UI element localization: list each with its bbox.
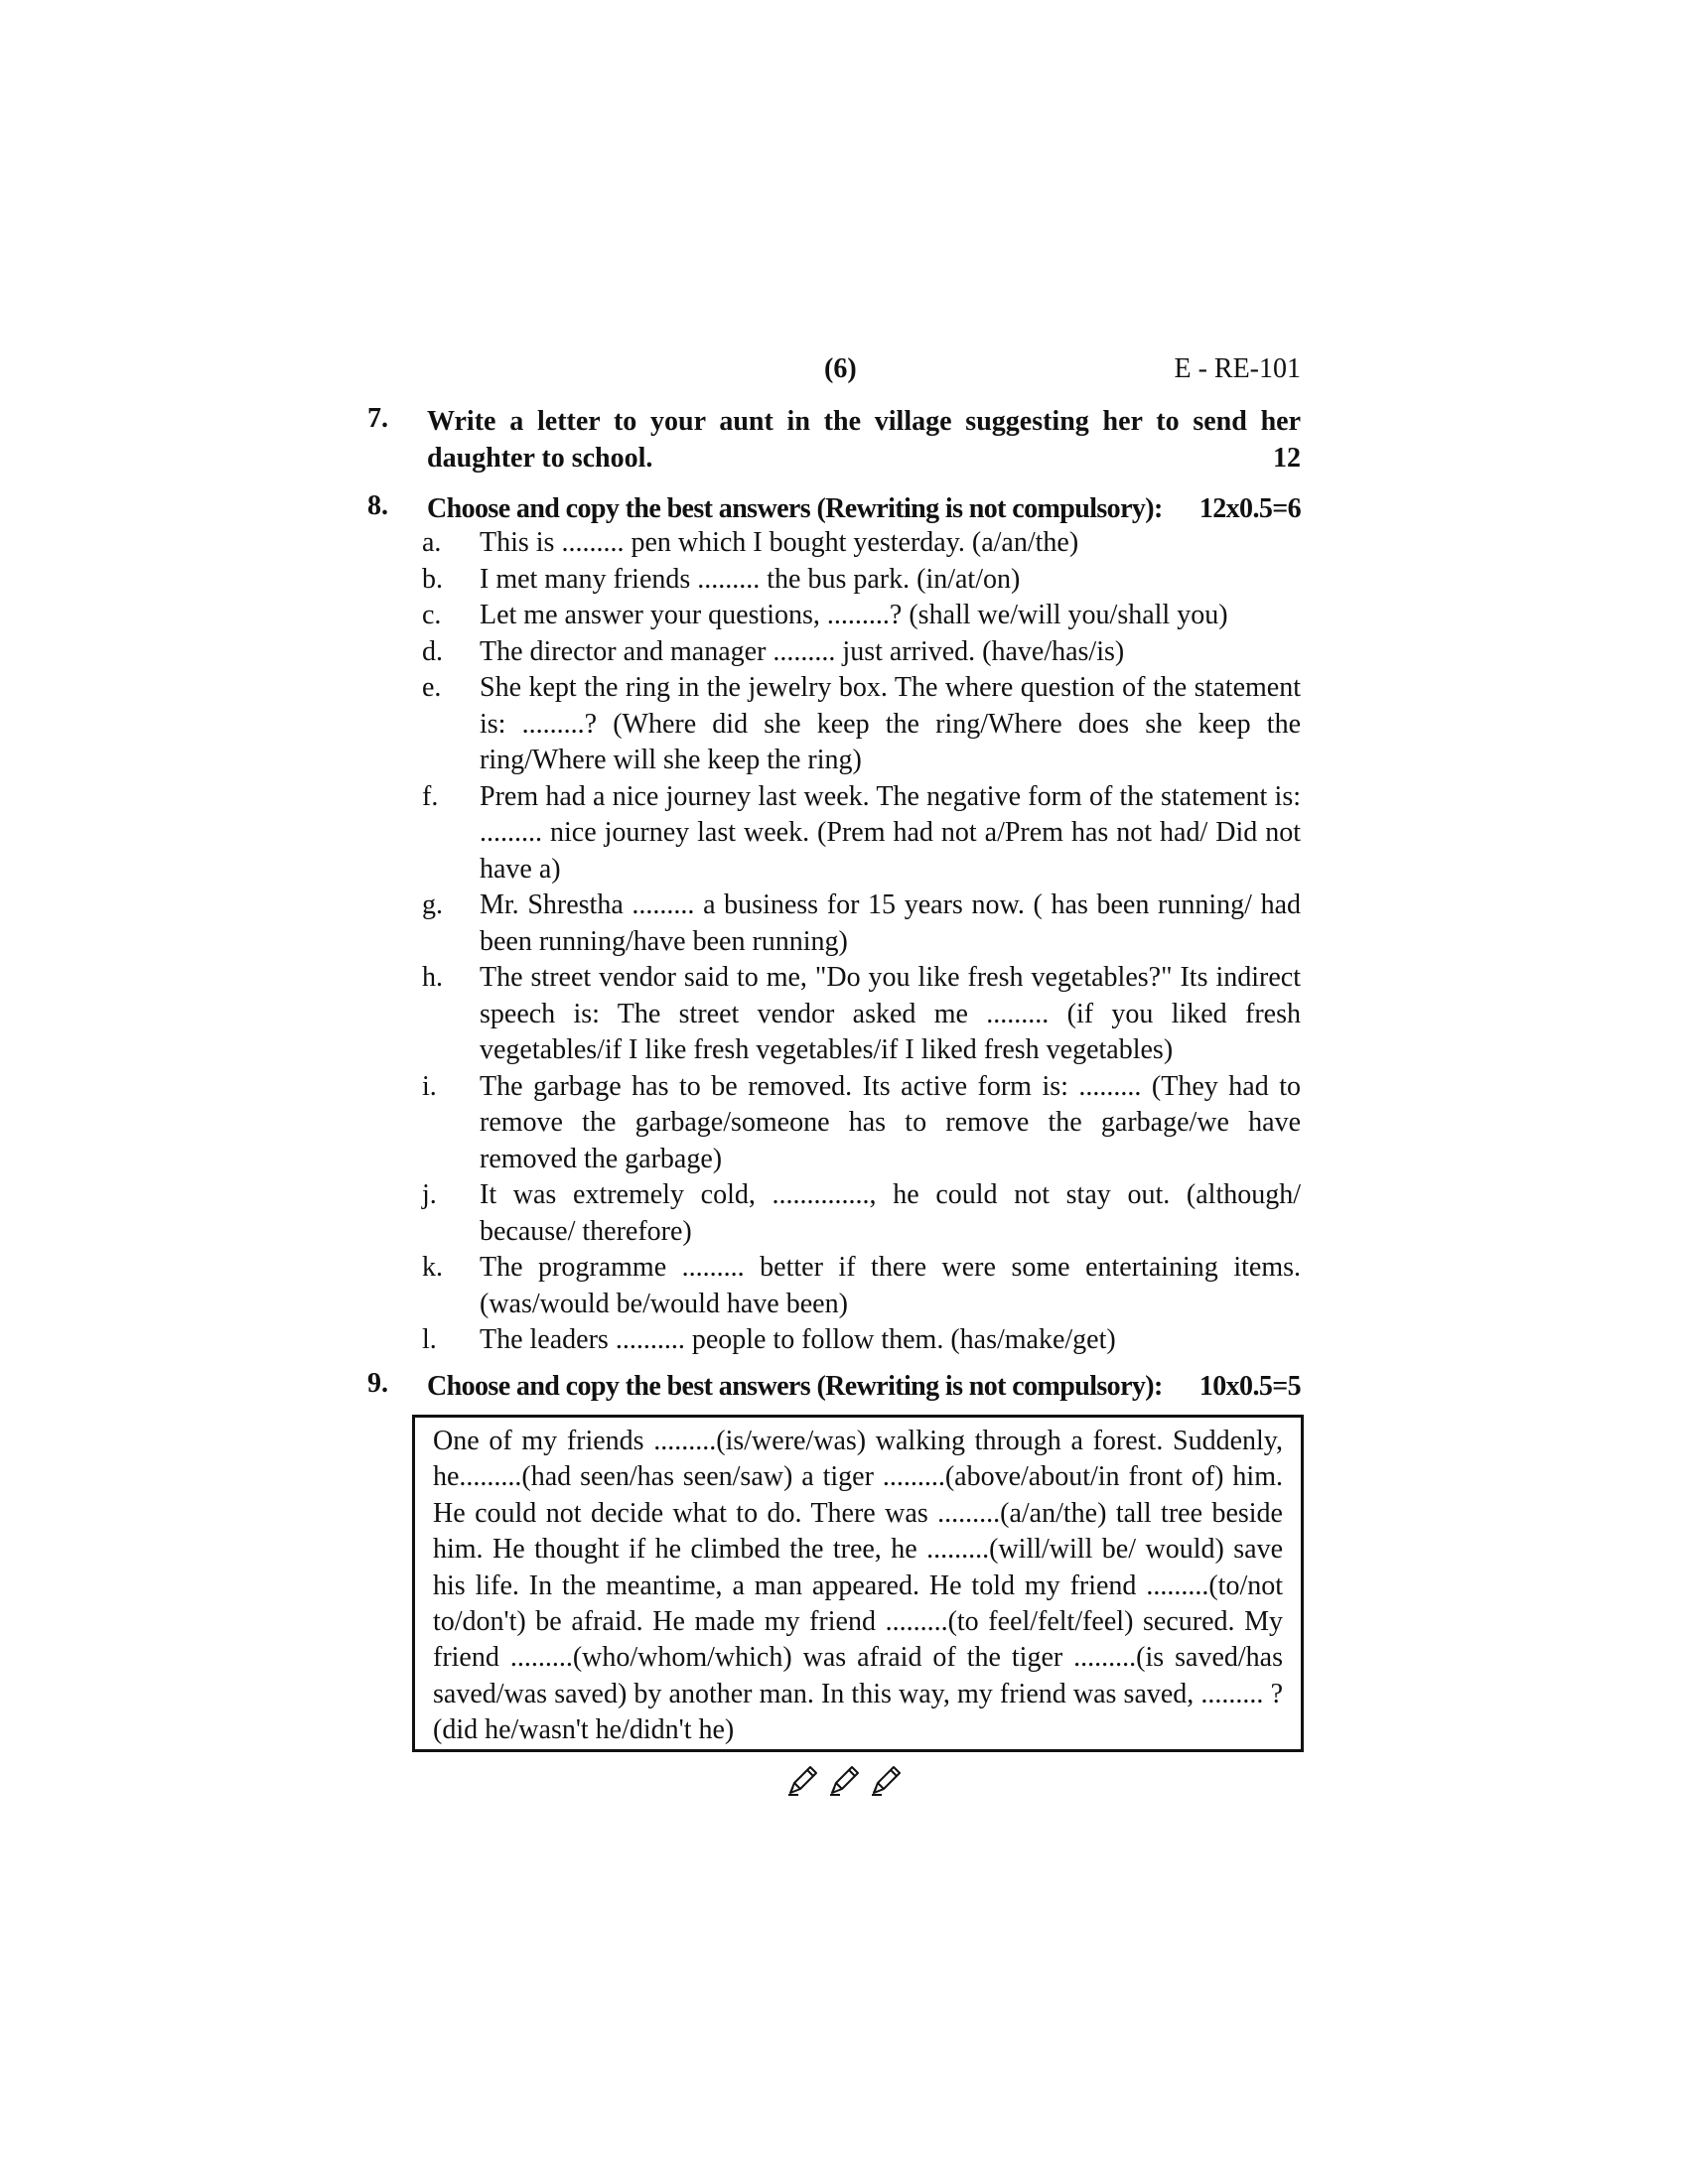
footer-decoration [784,1763,904,1803]
item-text: Let me answer your questions, .........? (shall we/will you/shall you) [480,600,1228,630]
question-marks: 10x0.5=5 [1198,1371,1301,1402]
list-item [422,960,1301,1069]
item-label: b. [422,563,443,595]
exam-code: E - RE-101 [1174,353,1301,384]
pen-icon [784,1763,820,1799]
list-item [422,598,1301,634]
question-heading-line [427,490,1301,527]
question-instruction: Choose and copy the best answers (Rewriting is not compulsory): [427,1371,1163,1402]
question-number: 8. [367,490,388,521]
item-text: The programme ......... better if there were some entertaining items. (was/would be/would have been) [480,1252,1301,1319]
pen-icon [868,1763,904,1799]
item-label: h. [422,962,443,993]
item-text: The garbage has to be removed. Its active form is: ......... (They had to remove the garbage/someone has to remove the garbage/we have removed the garbage) [480,1070,1301,1174]
question-number: 9. [367,1368,388,1399]
question-text-line: Write a letter to your aunt in the village suggesting her to send her [427,406,1301,437]
item-text: The street vendor said to me, "Do you like fresh vegetables?" Its indirect speech is: The street vendor asked me ......... (if you liked fresh vegetables/if I like fresh vegetables/if I liked fresh vegetables) [480,962,1301,1065]
list-item [422,1322,1301,1359]
item-text: This is ......... pen which I bought yesterday. (a/an/the) [480,527,1079,558]
item-label: k. [422,1252,443,1283]
question-text [427,403,1301,477]
item-text: The director and manager ......... just arrived. (have/has/is) [480,635,1125,667]
item-label: i. [422,1070,437,1102]
pen-icon [826,1763,862,1799]
list-item [422,634,1301,671]
item-text: I met many friends ......... the bus park. (in/at/on) [480,563,1021,595]
item-label: d. [422,635,443,667]
item-text: It was extremely cold, .............., he could not stay out. (although/ because/ therefore) [480,1179,1301,1247]
item-label: e. [422,672,442,703]
list-item [422,1069,1301,1178]
question-7 [367,403,1301,482]
item-label: g. [422,889,443,920]
list-item [422,562,1301,599]
item-text: Mr. Shrestha ......... a business for 15 years now. ( has been running/ had been running/have been running) [480,889,1301,957]
item-label: c. [422,600,442,630]
question-marks: 12 [1273,443,1301,474]
question-marks: 12x0.5=6 [1198,493,1301,524]
question-heading [427,490,1301,527]
list-item [422,670,1301,779]
page-header [367,353,1301,393]
question-heading [427,1368,1301,1405]
item-label: f. [422,780,439,812]
item-text: She kept the ring in the jewelry box. The where question of the statement is: .........? (Where did she keep the ring/Where does she keep the ring/Where will she keep the ring) [480,672,1301,775]
question-heading-line [427,1368,1301,1405]
passage-box [412,1415,1304,1752]
item-label: l. [422,1324,437,1355]
list-item [422,1177,1301,1250]
list-item [422,887,1301,960]
question-text-line [427,440,1301,477]
item-label: j. [422,1179,437,1210]
question-number: 7. [367,403,388,434]
page-number: (6) [824,353,857,384]
list-item [422,525,1301,562]
list-item [422,1250,1301,1322]
question-8-items [422,525,1301,1359]
question-text-end: daughter to school. [427,443,653,474]
passage-text: One of my friends .........(is/were/was) walking through a forest. Suddenly, he.........(had seen/has seen/saw) a tiger .........(above/about/in front of) him. He could not decide what to do. There was .........(a/an/the) tall tree beside him. He thought if he climbed the tree, he .........(will/will be/ would) save his life. In the meantime, a man appeared. He told my friend .........(to/not to/don't) be afraid. He made my friend .........(to feel/felt/feel) secured. My friend .........(who/whom/which) was afraid of the tiger .........(is saved/has saved/was saved) by another man. In this way, my friend was saved, ......... ? (did he/wasn't he/didn't he) [433,1426,1283,1746]
item-label: a. [422,527,442,558]
item-text: Prem had a nice journey last week. The negative form of the statement is: ......... nice journey last week. (Prem had not a/Prem has not had/ Did not have a) [480,780,1301,885]
list-item [422,779,1301,888]
item-text: The leaders .......... people to follow them. (has/make/get) [480,1324,1116,1355]
question-instruction: Choose and copy the best answers (Rewriting is not compulsory): [427,493,1163,524]
